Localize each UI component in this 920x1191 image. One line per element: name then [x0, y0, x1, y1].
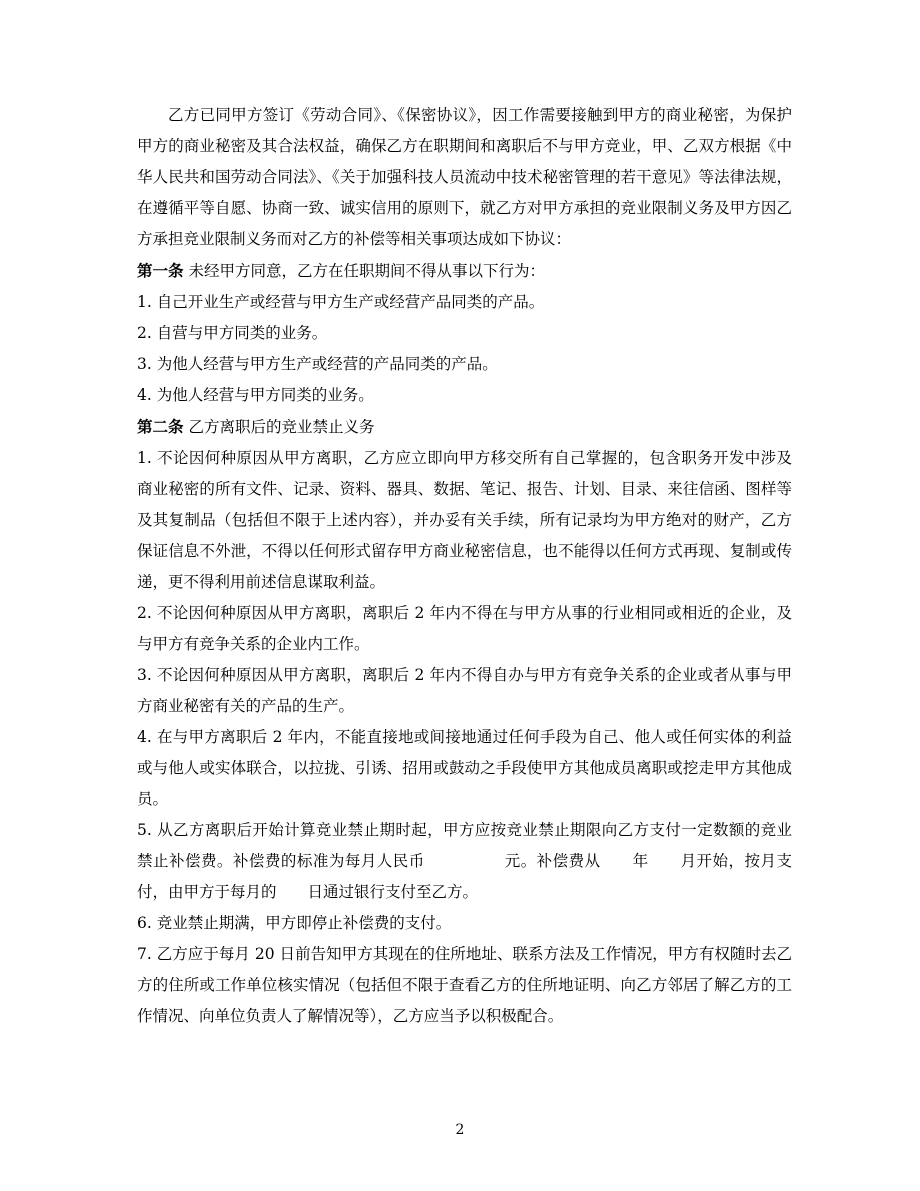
page-number: 2: [455, 1122, 465, 1138]
article-2-item-6: 6. 竞业禁止期满，甲方即停止补偿费的支付。: [137, 914, 452, 932]
article-2-item-1: 1. 不论因何种原因从甲方离职，乙方应立即向甲方移交所有自己掌握的，包含职务开发中涉及商业秘密的所有文件、记录、资料、器具、数据、笔记、报告、计划、目录、来往信函、图样等及其复制品（包括但不限于上述内容），并办妥有关手续，所有记录均为甲方绝对的财产，乙方保证信息不外泄，不得以任何形式留存甲方商业秘密信息，也不能得以任何方式再现、复制或传递，更不得利用前述信息谋取利益。: [137, 449, 792, 591]
article-1-title: 未经甲方同意，乙方在任职期间不得从事以下行为：: [183, 262, 545, 280]
article-1-heading: [137, 255, 792, 287]
article-2-item-4: 4. 在与甲方离职后 2 年内，不能直接地或间接地通过任何手段为自己、他人或任何实体的利益或与他人或实体联合，以拉拢、引诱、招用或鼓动之手段使甲方其他成员离职或挖走甲方其他成员。: [137, 728, 792, 808]
article-1-item-4: 4. 为他人经营与甲方同类的业务。: [137, 386, 374, 404]
article-2-item-5: 5. 从乙方离职后开始计算竞业禁止期时起，甲方应按竞业禁止期限向乙方支付一定数额的竞业禁止补偿费。补偿费的标准为每月人民币 元。补偿费从 年 月开始，按月支付，由甲方于每月的 日通过银行支付至乙方。: [137, 821, 792, 901]
article-2-item-2: 2. 不论因何种原因从甲方离职，离职后 2 年内不得在与甲方从事的行业相同或相近的企业，及与甲方有竞争关系的企业内工作。: [137, 604, 792, 653]
article-2-number: 第二条: [137, 417, 184, 436]
article-2-title: 乙方离职后的竞业禁止义务: [183, 418, 375, 436]
article-2-item-7: 7. 乙方应于每月 20 日前告知甲方其现在的住所地址、联系方法及工作情况，甲方有权随时去乙方的住所或工作单位核实情况（包括但不限于查看乙方的住所地证明、向乙方邻居了解乙方的工作情况、向单位负责人了解情况等），乙方应当予以积极配合。: [137, 945, 792, 1025]
article-1-item-1: 1. 自己开业生产或经营与甲方生产或经营产品同类的产品。: [137, 293, 545, 311]
article-1-item-2: 2. 自营与甲方同类的业务。: [137, 324, 328, 342]
intro-paragraph: 乙方已同甲方签订《劳动合同》、《保密协议》，因工作需要接触到甲方的商业秘密，为保护甲方的商业秘密及其合法权益，确保乙方在职期间和离职后不与甲方竞业，甲、乙双方根据《中华人民共和国劳动合同法》、《关于加强科技人员流动中技术秘密管理的若干意见》等法律法规，在遵循平等自愿、协商一致、诚实信用的原则下，就乙方对甲方承担的竞业限制义务及甲方因乙方承担竞业限制义务而对乙方的补偿等相关事项达成如下协议：: [137, 106, 792, 248]
article-1-number: 第一条: [137, 261, 184, 280]
document-body: [137, 100, 792, 1032]
article-1-item-3: 3. 为他人经营与甲方生产或经营的产品同类的产品。: [137, 355, 498, 373]
article-2-heading: [137, 411, 792, 443]
article-2-item-3: 3. 不论因何种原因从甲方离职，离职后 2 年内不得自办与甲方有竞争关系的企业或者从事与甲方商业秘密有关的产品的生产。: [137, 666, 792, 715]
